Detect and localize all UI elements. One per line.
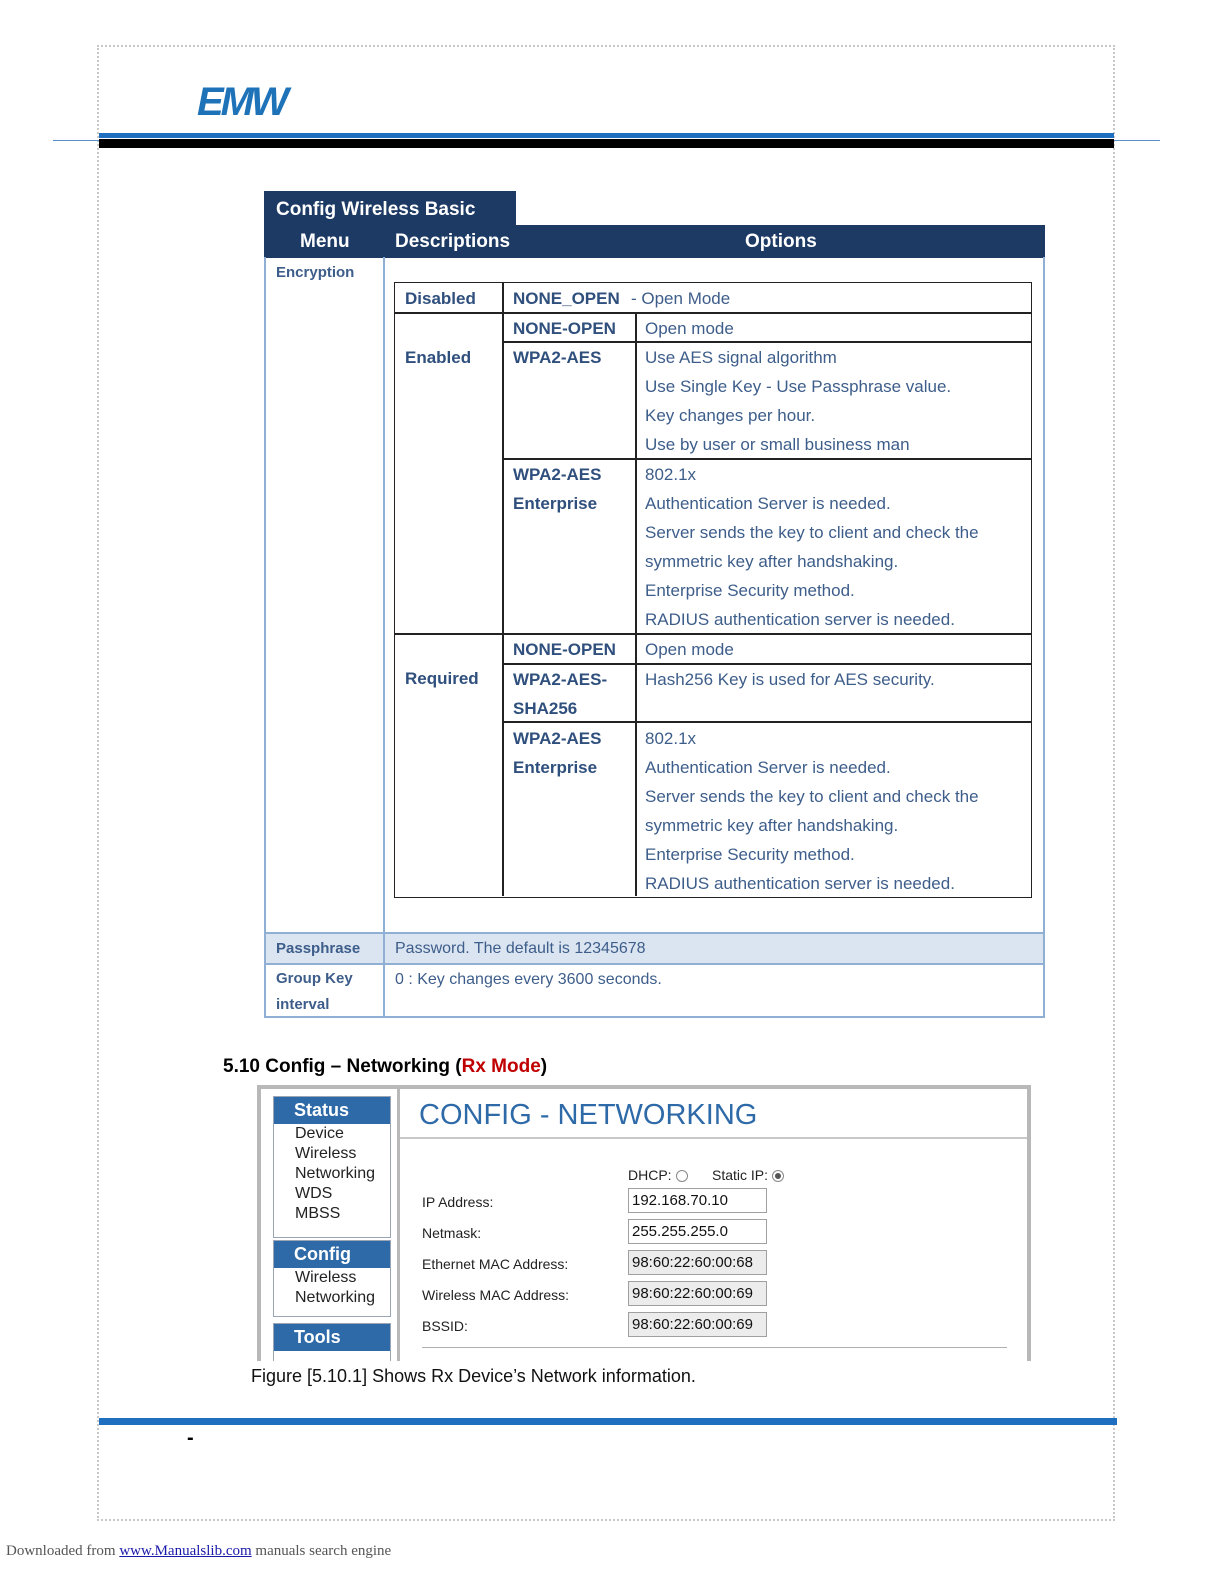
enabled-desc-2: Use by user or small business man: [645, 435, 910, 454]
enabled-desc-3: Enterprise Security method.: [645, 581, 855, 600]
figure-caption: Figure [5.10.1] Shows Rx Device’s Network information.: [251, 1366, 696, 1386]
passphrase-desc: Password. The default is 12345678: [395, 940, 646, 957]
required-desc-3: symmetric key after handshaking.: [645, 816, 899, 835]
required-desc-3: Server sends the key to client and check the: [645, 787, 979, 806]
form-divider: [422, 1347, 1007, 1348]
ethernet-mac-field: 98:60:22:60:00:68: [628, 1250, 767, 1275]
row-divider: [264, 932, 1045, 934]
bssid-label: BSSID:: [422, 1318, 468, 1334]
emw-logo: EMW: [197, 80, 286, 124]
enabled-desc-3: RADIUS authentication server is needed.: [645, 610, 955, 629]
enabled-mode-3: WPA2-AES: [513, 465, 602, 484]
required-desc-1: Open mode: [645, 640, 734, 659]
enabled-desc-1: Open mode: [645, 319, 734, 338]
group-key-desc: 0 : Key changes every 3600 seconds.: [395, 971, 662, 988]
footer-blue-bar: [99, 1418, 1117, 1425]
menu-config-wireless[interactable]: Wireless: [295, 1269, 357, 1286]
disabled-desc: - Open Mode: [631, 289, 731, 308]
required-desc-3: RADIUS authentication server is needed.: [645, 874, 955, 893]
config-table-title: Config Wireless Basic: [264, 191, 516, 226]
status-menu-head[interactable]: Status: [274, 1097, 390, 1124]
disabled-mode: NONE_OPEN: [513, 289, 620, 308]
menu-wds[interactable]: WDS: [295, 1185, 333, 1202]
menu-column-divider: [383, 257, 385, 1018]
enabled-desc-2: Use AES signal algorithm: [645, 348, 837, 367]
required-mode-2: SHA256: [513, 699, 578, 718]
bssid-field: 98:60:22:60:00:69: [628, 1312, 767, 1337]
menu-networking[interactable]: Networking: [295, 1165, 376, 1182]
page-number-dash: -: [187, 1427, 194, 1449]
header-blue-bar: [99, 133, 1114, 138]
networking-title: CONFIG - NETWORKING: [419, 1099, 758, 1131]
manualslib-link[interactable]: www.Manualslib.com: [119, 1543, 252, 1559]
enabled-desc-3: Authentication Server is needed.: [645, 494, 891, 513]
col-descriptions: Descriptions: [395, 231, 511, 252]
header-black-bar: [99, 139, 1114, 148]
rx-mode-highlight: Rx Mode: [461, 1056, 541, 1077]
enabled-mode-2: WPA2-AES: [513, 348, 602, 367]
menu-passphrase: Passphrase: [276, 940, 361, 957]
enabled-desc-3: symmetric key after handshaking.: [645, 552, 899, 571]
config-table-header: [264, 225, 1045, 258]
netmask-label: Netmask:: [422, 1225, 482, 1241]
encryption-options-table: [394, 282, 1032, 898]
enabled-desc-3: Server sends the key to client and check the: [645, 523, 979, 542]
ethernet-mac-label: Ethernet MAC Address:: [422, 1256, 569, 1272]
tools-menu-head[interactable]: Tools: [274, 1324, 390, 1351]
status-menu: [273, 1096, 391, 1238]
static-ip-radio[interactable]: [772, 1170, 784, 1182]
dhcp-option[interactable]: DHCP:: [628, 1167, 688, 1183]
col-menu: Menu: [300, 231, 350, 252]
menu-device[interactable]: Device: [295, 1125, 344, 1142]
menu-config-networking[interactable]: Networking: [295, 1289, 376, 1306]
static-ip-option[interactable]: Static IP:: [712, 1167, 784, 1183]
enabled-desc-2: Key changes per hour.: [645, 406, 816, 425]
col-options: Options: [745, 231, 817, 252]
config-menu: [273, 1240, 391, 1317]
screenshot-separator: [397, 1089, 400, 1361]
enabled-mode-1: NONE-OPEN: [513, 319, 616, 338]
wireless-mac-label: Wireless MAC Address:: [422, 1287, 570, 1303]
required-desc-3: Enterprise Security method.: [645, 845, 855, 864]
required-mode-1: NONE-OPEN: [513, 640, 616, 659]
menu-group-key: Group Key: [276, 970, 353, 987]
wireless-mac-field: 98:60:22:60:00:69: [628, 1281, 767, 1306]
dhcp-radio[interactable]: [676, 1170, 688, 1182]
menu-mbss[interactable]: MBSS: [295, 1205, 341, 1222]
netmask-input[interactable]: 255.255.255.0: [628, 1219, 767, 1244]
required-desc-3: 802.1x: [645, 729, 697, 748]
menu-wireless[interactable]: Wireless: [295, 1145, 357, 1162]
ip-address-input[interactable]: 192.168.70.10: [628, 1188, 767, 1213]
required-desc-3: Authentication Server is needed.: [645, 758, 891, 777]
required-mode-3: WPA2-AES: [513, 729, 602, 748]
section-heading: 5.10 Config – Networking (Rx Mode): [223, 1056, 548, 1077]
networking-screenshot: [257, 1085, 1031, 1361]
row-divider: [264, 963, 1045, 965]
menu-encryption: Encryption: [276, 264, 355, 281]
enabled-label: Enabled: [405, 348, 472, 367]
download-note: Downloaded from www.Manualslib.com manuals search engine: [6, 1543, 392, 1559]
enabled-desc-2: Use Single Key - Use Passphrase value.: [645, 377, 952, 396]
required-mode-2: WPA2-AES-: [513, 670, 608, 689]
menu-group-key-interval: interval: [276, 996, 330, 1013]
disabled-label: Disabled: [405, 289, 476, 308]
tools-menu: [273, 1323, 391, 1361]
required-desc-2: Hash256 Key is used for AES security.: [645, 670, 935, 689]
required-label: Required: [405, 669, 479, 688]
required-mode-3: Enterprise: [513, 758, 598, 777]
enabled-desc-3: 802.1x: [645, 465, 697, 484]
enabled-mode-3: Enterprise: [513, 494, 598, 513]
title-underline: [400, 1137, 1031, 1139]
config-menu-head[interactable]: Config: [274, 1241, 390, 1268]
ip-address-label: IP Address:: [422, 1194, 494, 1210]
